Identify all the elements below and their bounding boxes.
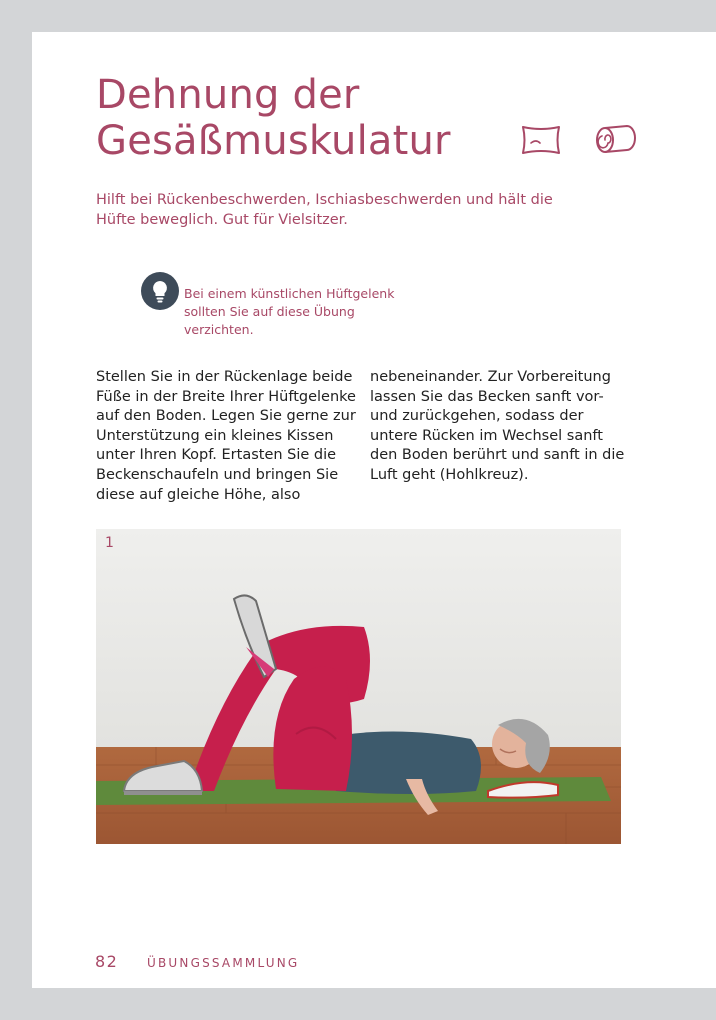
towel-roll-icon [591, 122, 637, 158]
page-title [96, 72, 451, 164]
pillow-icon [519, 122, 563, 158]
photo-step-number: 1 [105, 535, 114, 551]
page-number: 82 [95, 952, 119, 971]
tip-text: Bei einem künstlichen Hüftgelenk sollten Sie auf diese Übung verzichten. [184, 286, 395, 337]
lightbulb-icon [141, 272, 179, 310]
instruction-text-col-2: nebeneinander. Zur Vorbereitung lassen Sie das Becken sanft vor- und zurückgehen, sodass der untere Rücken im Wechsel sanft den Boden berührt und sanft in die Luft geht (Hohlkreuz). [370, 369, 625, 483]
instruction-text-col-1: Stellen Sie in der Rückenlage beide Füße in der Breite Ihrer Hüftgelenke auf den Boden. Legen Sie gerne zur Unterstützung ein kleines Kissen unter Ihren Kopf. Ertasten Sie die Beckenschaufeln und bringen Sie diese auf gleiche Höhe, also [96, 369, 356, 503]
title-line-2: Gesäßmuskulatur [96, 118, 451, 164]
book-page [32, 32, 716, 988]
exercise-benefit: Hilft bei Rückenbeschwerden, Ischiasbeschwerden und hält die Hüfte beweglich. Gut für Vielsitzer. [96, 192, 553, 228]
title-line-1: Dehnung der [96, 72, 360, 118]
section-title: ÜBUNGSSAMMLUNG [147, 956, 300, 970]
exercise-illustration [96, 529, 621, 844]
exercise-photo [96, 529, 621, 844]
